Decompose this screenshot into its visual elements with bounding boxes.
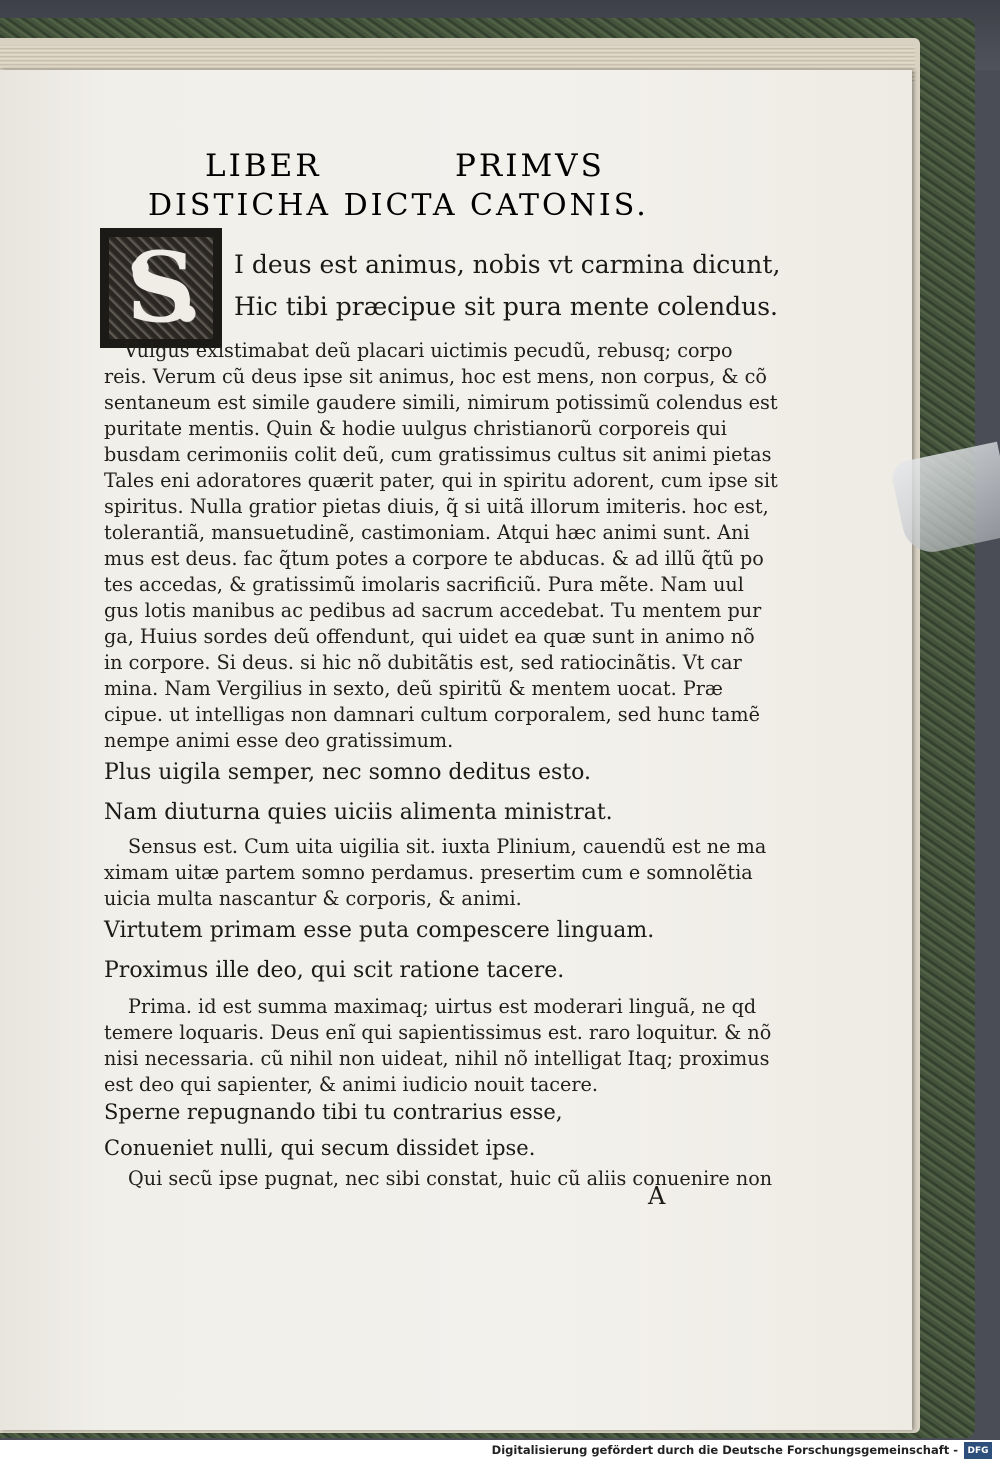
verse-line: Proximus ille deo, qui scit ratione tacere.: [104, 958, 565, 983]
page-title: DISTICHA DICTA CATONIS.: [148, 188, 649, 223]
dfg-logo-icon: DFG: [964, 1442, 992, 1459]
verse-line: Conueniet nulli, qui secum dissidet ipse.: [104, 1136, 536, 1160]
commentary-line: tes accedas, & gratissimũ imolaris sacrificiũ. Pura mẽte. Nam uul: [104, 573, 744, 596]
commentary-line: busdam cerimoniis colit deũ, cum gratissimus cultus sit animi pietas: [104, 443, 772, 466]
verse-line: Hic tibi præcipue sit pura mente colendus.: [234, 292, 778, 321]
commentary-line: Vulgus existimabat deũ placari uictimis pecudũ, rebusq; corpo: [124, 339, 733, 362]
commentary-line: sentaneum est simile gaudere simili, nimirum potissimũ colendus est: [104, 391, 778, 414]
commentary-line: temere loquaris. Deus enĩ qui sapientissimus est. raro loquitur. & nõ: [104, 1021, 772, 1044]
commentary-line: nisi necessaria. cũ nihil non uideat, nihil nõ intelligat Itaq; proximus: [104, 1047, 770, 1070]
verse-line: Sperne repugnando tibi tu contrarius esse,: [104, 1100, 563, 1124]
commentary-line: cipue. ut intelligas non damnari cultum corporalem, sed hunc tamẽ: [104, 703, 760, 726]
header-liber: LIBER: [205, 148, 322, 184]
commentary-line: reis. Verum cũ deus ipse sit animus, hoc est mens, non corpus, & cõ: [104, 365, 767, 388]
commentary-line: tolerantiã, mansuetudinẽ, castimoniam. Atqui hæc animi sunt. Ani: [104, 521, 750, 544]
commentary-line: spiritus. Nulla gratior pietas diuis, q̃ si uitã illorum imiteris. hoc est,: [104, 495, 769, 518]
verse-line: Virtutem primam esse puta compescere linguam.: [104, 918, 655, 943]
commentary-line: Tales eni adoratores quærit pater, qui in spiritu adorent, cum ipse sit: [104, 469, 778, 492]
verse-line: Nam diuturna quies uiciis alimenta ministrat.: [104, 800, 613, 825]
commentary-line: nempe animi esse deo gratissimum.: [104, 729, 454, 752]
commentary-line: est deo qui sapienter, & animi iudicio nouit tacere.: [104, 1073, 599, 1096]
verse-line: Plus uigila semper, nec somno deditus esto.: [104, 760, 591, 785]
commentary-line: Qui secũ ipse pugnat, nec sibi constat, huic cũ aliis conuenire non: [128, 1167, 773, 1190]
footer-credit: Digitalisierung gefördert durch die Deutsche Forschungsgemeinschaft -: [491, 1443, 958, 1457]
commentary-line: ga, Huius sordes deũ offendunt, qui uidet ea quæ sunt in animo nõ: [104, 625, 755, 648]
signature-mark: A: [648, 1182, 666, 1210]
decorated-initial: [100, 228, 222, 348]
commentary-line: in corpore. Si deus. si hic nõ dubitãtis est, sed ratiocinãtis. Vt car: [104, 651, 742, 674]
verse-line: I deus est animus, nobis vt carmina dicunt,: [234, 250, 781, 279]
commentary-line: uicia multa nascantur & corporis, & animi.: [104, 887, 522, 910]
header-primus: PRIMVS: [455, 148, 605, 184]
commentary-line: ximam uitæ partem somno perdamus. presertim cum e somnolẽtia: [104, 861, 753, 884]
commentary-line: Sensus est. Cum uita uigilia sit. iuxta Plinium, cauendũ est ne ma: [128, 835, 767, 858]
initial-letter: S: [109, 237, 213, 339]
commentary-line: puritate mentis. Quin & hodie uulgus christianorũ corporeis qui: [104, 417, 727, 440]
commentary-line: mus est deus. fac q̃tum potes a corpore te abducas. & ad illũ q̃tũ po: [104, 547, 764, 570]
commentary-line: mina. Nam Vergilius in sexto, deũ spiritũ & mentem uocat. Præ: [104, 677, 723, 700]
commentary-line: gus lotis manibus ac pedibus ad sacrum accedebat. Tu mentem pur: [104, 599, 762, 622]
commentary-line: Prima. id est summa maximaq; uirtus est moderari linguã, ne qd: [128, 995, 757, 1018]
